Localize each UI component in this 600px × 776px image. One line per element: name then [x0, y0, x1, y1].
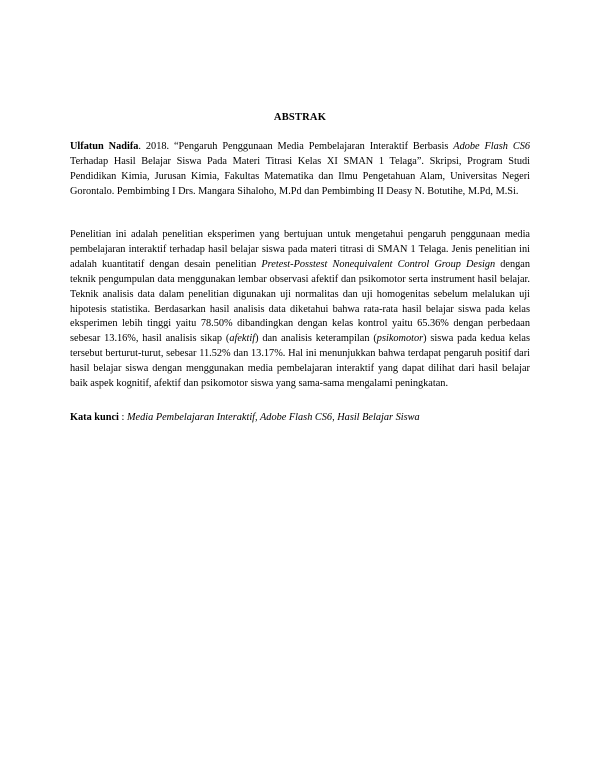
page-title: ABSTRAK — [273, 112, 327, 123]
abstract-psikomotor: psikomotor — [376, 333, 424, 345]
keywords-value: Media Pembelajaran Interaktif, Adobe Flash CS6, Hasil Belajar Siswa — [126, 412, 420, 423]
abstract-afektif: afektif — [229, 333, 256, 345]
abstract-paragraph — [70, 228, 530, 392]
author-name: Ulfatun Nadifa — [70, 141, 139, 152]
abstract-text-1: Penelitian ini adalah penelitian eksperimen yang bertujuan untuk mengetahui pengaruh penggunaan media pembelajaran interaktif terhadap hasil belajar siswa pada materi titrasi di SMAN 1 Telaga. Jenis penelitian ini adalah kuantitatif dengan desain penelitian — [70, 229, 530, 270]
abstract-text-2: dengan teknik pengumpulan data menggunakan lembar observasi afektif dan psikomotor serta instrument hasil belajar. Teknik analisis data dalam penelitian digunakan uji normalitas dan uji homogenitas sebelum melalukan uji hipotesis statistika. Berdasarkan hasil analisis data diketahui bahwa rata-rata hasil belajar siswa pada kelas eksperimen lebih tinggi yaitu 78.50% dibandingkan dengan kelas kontrol yaitu 65.36% dengan perbedaan sebesar 13.16%, hasil analisis sikap ( — [70, 258, 531, 345]
keywords-line — [70, 411, 530, 426]
abstract-text-3: ) dan analisis keterampilan ( — [255, 333, 377, 345]
citation-software: Adobe Flash CS6 — [453, 141, 531, 152]
abstract-text-4: ) siswa pada kedua kelas tersebut berturut-turut, sebesar 11.52% dan 13.17%. Hal ini menunjukkan bahwa terdapat pengaruh positif dari hasil belajar siswa dengan menggunakan media pembelajaran interaktif yang dapat dilihat dari hasil belajar baik aspek kognitif, afektif dan psikomotor siswa yang sama-sama mengalami peningkatan. — [70, 333, 530, 390]
citation-paragraph — [70, 140, 530, 200]
keywords-label: Kata kunci — [70, 412, 119, 423]
citation-year-text: . 2018. “Pengaruh Penggunaan Media Pembelajaran Interaktif Berbasis — [138, 141, 454, 152]
keywords-separator: : — [118, 412, 127, 423]
citation-rest: Terhadap Hasil Belajar Siswa Pada Materi Titrasi Kelas XI SMAN 1 Telaga”. Skripsi, Program Studi Pendidikan Kimia, Jurusan Kimia, Fakultas Matematika dan Ilmu Pengetahuan Alam, Universitas Negeri Gorontalo. Pembimbing I Drs. Mangara Sihaloho, M.Pd dan Pembimbing II Deasy N. Botutihe, M.Pd, M.Si. — [70, 155, 530, 197]
abstract-design: Pretest-Posstest Nonequivalent Control Group Design — [261, 258, 496, 270]
